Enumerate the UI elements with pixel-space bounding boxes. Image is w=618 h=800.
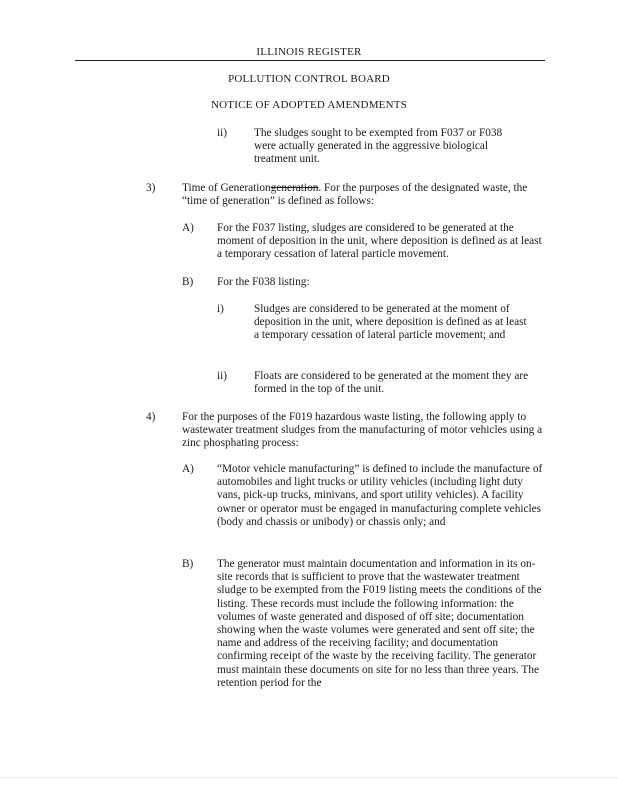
- register-title: ILLINOIS REGISTER: [256, 46, 362, 58]
- section-body: . For the purposes of the designated waste, the “time of generation” is defined as follows:: [182, 182, 528, 208]
- section-text: [182, 182, 546, 208]
- item-label: i): [217, 303, 224, 315]
- header-rule: [75, 60, 545, 61]
- item-label: ii): [217, 127, 228, 139]
- notice-title: NOTICE OF ADOPTED AMENDMENTS: [211, 99, 407, 111]
- subsection-label: A): [182, 222, 194, 234]
- section-label: 4): [146, 411, 156, 423]
- subsection-text: For the F037 listing, sludges are considered to be generated at the moment of deposition in the unit, where deposition is defined as at least a temporary cessation of lateral particle movement.: [217, 222, 542, 261]
- subsection-label: B): [182, 558, 194, 570]
- item-label: ii): [217, 370, 228, 382]
- item-text: Sludges are considered to be generated at the moment of deposition in the unit, where deposition is defined as at least a temporary cessation of lateral particle movement; and: [254, 303, 527, 342]
- struck-text: generation: [270, 182, 319, 194]
- subsection-text: For the F038 listing:: [217, 276, 310, 288]
- section-label: 3): [146, 182, 156, 194]
- section-heading: Time of Generation: [182, 182, 271, 194]
- agency-title: POLLUTION CONTROL BOARD: [228, 73, 390, 85]
- section-text: For the purposes of the F019 hazardous waste listing, the following apply to wastewater treatment sludges from the manufacturing of motor vehicles using a zinc phosphating process:: [182, 411, 543, 450]
- subsection-label: A): [182, 463, 194, 475]
- page-edge: [0, 777, 618, 778]
- subsection-text: The generator must maintain documentation and information in its on-site records that is sufficient to prove that the wastewater treatment sludge to be exempted from the F019 listing meets the conditions of the listing. These records must include the following information: the volumes of waste generated and disposed of off site; documentation showing when the waste volumes were generated and sent off site; the name and address of the receiving facility; and documentation confirming receipt of the waste by the receiving facility. The generator must maintain these documents on site for no less than three years. The retention period for the: [217, 558, 542, 689]
- subsection-label: B): [182, 276, 194, 288]
- item-text: The sludges sought to be exempted from F037 or F038 were actually generated in the aggressive biological treatment unit.: [254, 127, 503, 166]
- item-text: Floats are considered to be generated at the moment they are formed in the top of the unit.: [254, 370, 529, 396]
- subsection-text: “Motor vehicle manufacturing” is defined to include the manufacture of automobiles and light trucks or utility vehicles (including light duty vans, pick-up trucks, minivans, and sport utility vehicles). A facility owner or operator must be engaged in manufacturing complete vehicles (body and chassis or unibody) or chassis only; and: [217, 463, 543, 528]
